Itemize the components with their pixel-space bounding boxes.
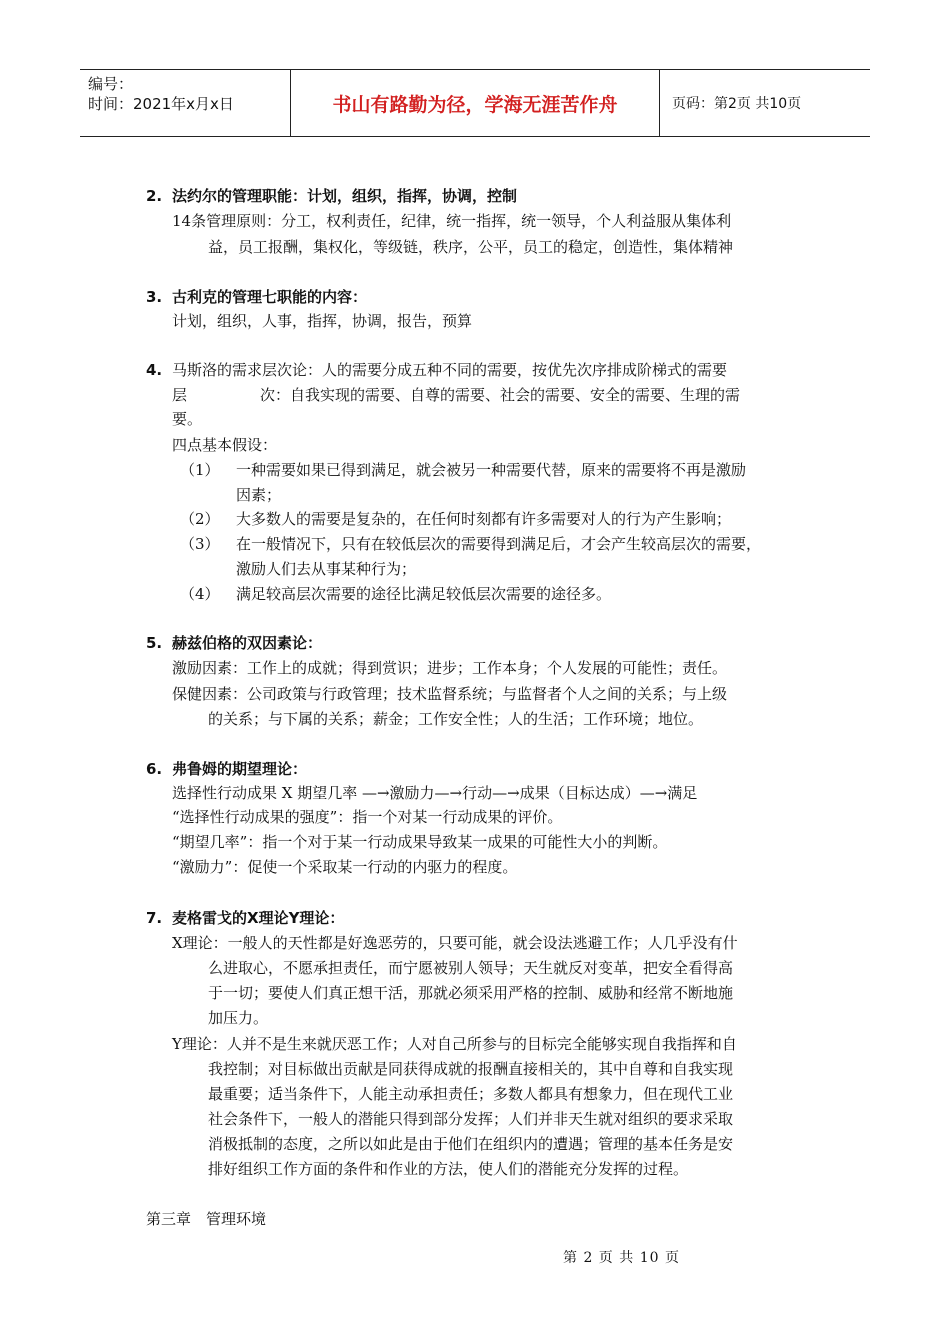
header-time-label: 时间：2021年x月x日 <box>88 95 234 113</box>
assumption-3-text: 在一般情况下，只有在较低层次的需要得到满足后，才会产生较高层次的需要， <box>236 535 762 553</box>
section-3-functions: 计划，组织，人事，指挥，协调，报告，预算 <box>172 312 473 330</box>
section-6-def-probability: “期望几率”：指一个对于某一行动成果导致某一成果的可能性大小的判断。 <box>172 833 668 851</box>
section-4-line-yao: 要。 <box>172 410 203 428</box>
section-6-heading: 6. 弗鲁姆的期望理论： <box>146 760 308 778</box>
header-page-info: 页码：第2页 共10页 <box>672 96 802 112</box>
theory-y-line-6: 排好组织工作方面的条件和作业的方法，使人们的潜能充分发挥的过程。 <box>208 1160 689 1178</box>
section-6-formula: 选择性行动成果 X 期望几率 —→激励力—→行动—→成果（目标达成）—→满足 <box>172 784 698 802</box>
theory-x-line-1: X理论：一般人的天性都是好逸恶劳的，只要可能，就会设法逃避工作；人几乎没有什 <box>172 934 738 952</box>
assumption-3-text-cont: 激励人们去从事某种行为； <box>236 560 417 578</box>
section-7-heading: 7. 麦格雷戈的X理论Y理论： <box>146 909 345 927</box>
assumption-1-num: （1） <box>180 461 220 479</box>
header-motto: 书山有路勤为径，学海无涯苦作舟 <box>291 70 660 136</box>
section-2-principles-line-1: 14条管理原则：分工，权利责任，纪律，统一指挥，统一领导，个人利益服从集体利 <box>172 212 732 230</box>
assumption-2-num: （2） <box>180 510 220 528</box>
assumption-1-text: 一种需要如果已得到满足，就会被另一种需要代替，原来的需要将不再是激励 <box>236 461 747 479</box>
theory-y-line-1: Y理论：人并不是生来就厌恶工作；人对自己所参与的目标完全能够实现自我指挥和自 <box>172 1035 737 1053</box>
section-5-hygiene-line-1: 保健因素：公司政策与行政管理；技术监督系统；与监督者个人之间的关系；与上级 <box>172 685 728 703</box>
section-4-line-ci: 次：自我实现的需要、自尊的需要、社会的需要、安全的需要、生理的需 <box>260 386 741 404</box>
section-6-def-strength: “选择性行动成果的强度”：指一个对某一行动成果的评价。 <box>172 808 563 826</box>
section-5-motivators: 激励因素：工作上的成就；得到赏识；进步；工作本身；个人发展的可能性；责任。 <box>172 659 728 677</box>
theory-y-line-3: 最重要；适当条件下，人能主动承担责任；多数人都具有想象力，但在现代工业 <box>208 1085 734 1103</box>
assumption-2-text: 大多数人的需要是复杂的，在任何时刻都有许多需要对人的行为产生影响； <box>236 510 732 528</box>
theory-x-line-4: 加压力。 <box>208 1009 269 1027</box>
theory-y-line-4: 社会条件下，一般人的潜能只得到部分发挥；人们并非天生就对组织的要求采取 <box>208 1110 734 1128</box>
section-4-heading: 4. 马斯洛的需求层次论：人的需要分成五种不同的需要，按优先次序排成阶梯式的需要 <box>146 361 728 379</box>
section-4-assumptions-title: 四点基本假设： <box>172 436 278 454</box>
section-6-def-motivation: “激励力”：促使一个采取某一行动的内驱力的程度。 <box>172 858 518 876</box>
chapter-title: 第三章 管理环境 <box>146 1210 267 1228</box>
section-5-heading: 5. 赫兹伯格的双因素论： <box>146 634 323 652</box>
section-4-line-ceng: 层 <box>172 386 188 404</box>
page-header <box>80 69 870 137</box>
section-2-heading: 2. 法约尔的管理职能：计划，组织，指挥，协调，控制 <box>146 187 518 205</box>
section-3-heading: 3. 古利克的管理七职能的内容： <box>146 288 368 306</box>
theory-x-line-2: 么进取心，不愿承担责任，而宁愿被别人领导；天生就反对变革，把安全看得高 <box>208 959 734 977</box>
assumption-4-num: （4） <box>180 585 220 603</box>
header-left-cell <box>80 70 291 136</box>
theory-x-line-3: 于一切；要使人们真正想干活，那就必须采用严格的控制、威胁和经常不断地施 <box>208 984 734 1002</box>
theory-y-line-2: 我控制；对目标做出贡献是同获得成就的报酬直接相关的，其中自尊和自我实现 <box>208 1060 734 1078</box>
section-2-principles-line-2: 益，员工报酬，集权化，等级链，秩序，公平，员工的稳定，创造性，集体精神 <box>208 238 734 256</box>
theory-y-line-5: 消极抵制的态度，之所以如此是由于他们在组织内的遭遇；管理的基本任务是安 <box>208 1135 734 1153</box>
assumption-4-text: 满足较高层次需要的途径比满足较低层次需要的途径多。 <box>236 585 612 603</box>
section-5-hygiene-line-2: 的关系；与下属的关系；薪金；工作安全性；人的生活；工作环境；地位。 <box>208 710 704 728</box>
header-number-label: 编号： <box>88 75 134 93</box>
assumption-3-num: （3） <box>180 535 220 553</box>
assumption-1-text-cont: 因素； <box>236 486 282 504</box>
page-footer: 第 2 页 共 10 页 <box>563 1250 680 1266</box>
